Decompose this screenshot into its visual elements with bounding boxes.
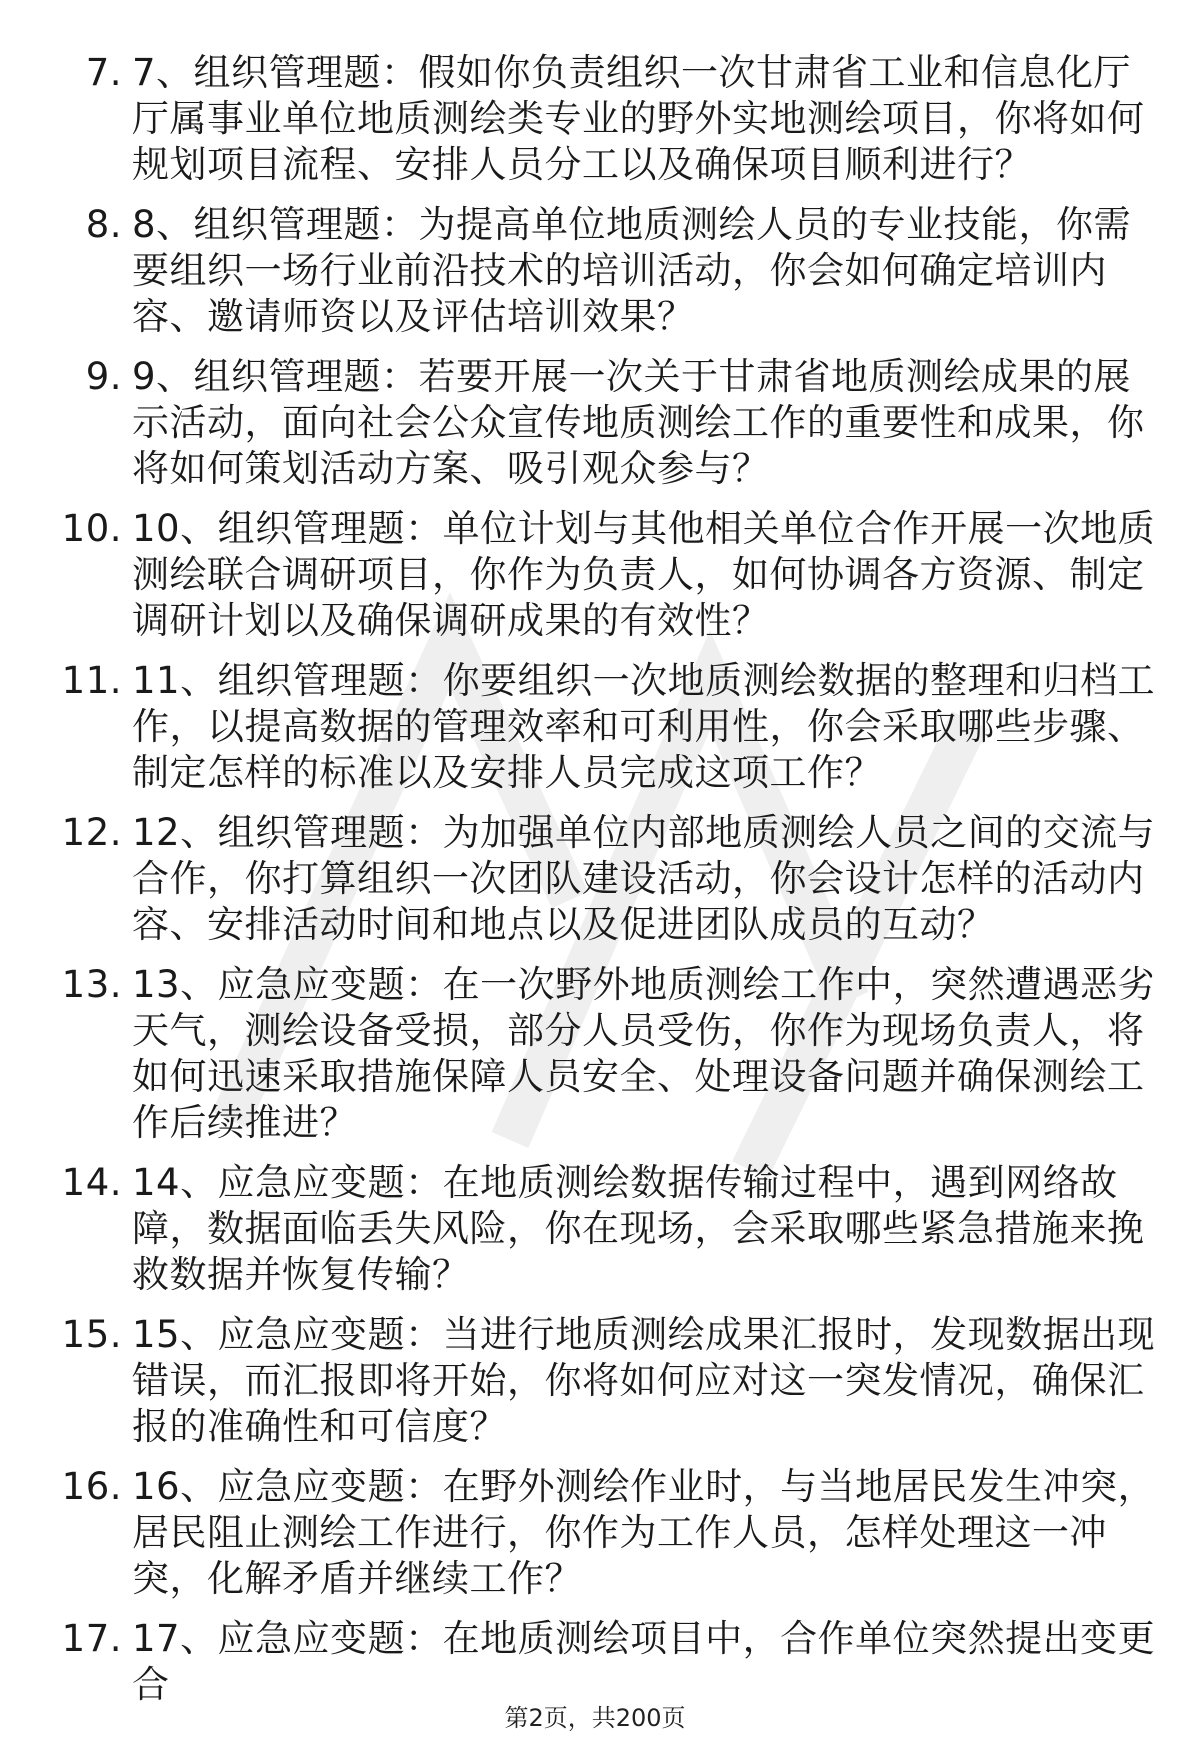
question-number: 9. xyxy=(85,355,122,398)
list-item xyxy=(60,50,1160,188)
list-item xyxy=(60,1616,1160,1708)
question-text: 7、组织管理题：假如你负责组织一次甘肃省工业和信息化厅厅属事业单位地质测绘类专业的野外实地测绘项目，你将如何规划项目流程、安排人员分工以及确保项目顺利进行？ xyxy=(132,51,1145,186)
list-item xyxy=(60,1160,1160,1298)
question-text: 9、组织管理题：若要开展一次关于甘肃省地质测绘成果的展示活动，面向社会公众宣传地质测绘工作的重要性和成果，你将如何策划活动方案、吸引观众参与？ xyxy=(132,355,1145,490)
question-text: 13、应急应变题：在一次野外地质测绘工作中，突然遭遇恶劣天气，测绘设备受损，部分人员受伤，你作为现场负责人，将如何迅速采取措施保障人员安全、处理设备问题并确保测绘工作后续推进？ xyxy=(132,963,1156,1144)
list-item xyxy=(60,1464,1160,1602)
question-number: 10. xyxy=(61,507,122,550)
question-text: 12、组织管理题：为加强单位内部地质测绘人员之间的交流与合作，你打算组织一次团队建设活动，你会设计怎样的活动内容、安排活动时间和地点以及促进团队成员的互动？ xyxy=(132,811,1156,946)
question-number: 12. xyxy=(61,811,122,854)
list-item xyxy=(60,354,1160,492)
question-number: 16. xyxy=(61,1465,122,1508)
question-number: 17. xyxy=(61,1617,122,1660)
list-item xyxy=(60,962,1160,1146)
question-number: 14. xyxy=(61,1161,122,1204)
question-number: 7. xyxy=(85,51,122,94)
question-number: 8. xyxy=(85,203,122,246)
list-item xyxy=(60,1312,1160,1450)
question-text: 17、应急应变题：在地质测绘项目中，合作单位突然提出变更合 xyxy=(132,1617,1156,1706)
list-item xyxy=(60,506,1160,644)
question-list xyxy=(60,50,1160,1722)
question-text: 15、应急应变题：当进行地质测绘成果汇报时，发现数据出现错误，而汇报即将开始，你将如何应对这一突发情况，确保汇报的准确性和可信度？ xyxy=(132,1313,1156,1448)
question-text: 14、应急应变题：在地质测绘数据传输过程中，遇到网络故障，数据面临丢失风险，你在现场，会采取哪些紧急措施来挽救数据并恢复传输？ xyxy=(132,1161,1145,1296)
question-number: 13. xyxy=(61,963,122,1006)
list-item xyxy=(60,658,1160,796)
question-number: 15. xyxy=(61,1313,122,1356)
question-text: 10、组织管理题：单位计划与其他相关单位合作开展一次地质测绘联合调研项目，你作为负责人，如何协调各方资源、制定调研计划以及确保调研成果的有效性？ xyxy=(132,507,1156,642)
list-item xyxy=(60,202,1160,340)
question-number: 11. xyxy=(61,659,122,702)
page-footer: 第2页，共200页 xyxy=(504,1704,686,1732)
question-text: 11、组织管理题：你要组织一次地质测绘数据的整理和归档工作，以提高数据的管理效率和可利用性，你会采取哪些步骤、制定怎样的标准以及安排人员完成这项工作？ xyxy=(132,659,1156,794)
list-item xyxy=(60,810,1160,948)
question-text: 8、组织管理题：为提高单位地质测绘人员的专业技能，你需要组织一场行业前沿技术的培训活动，你会如何确定培训内容、邀请师资以及评估培训效果？ xyxy=(132,203,1132,338)
question-text: 16、应急应变题：在野外测绘作业时，与当地居民发生冲突，居民阻止测绘工作进行，你作为工作人员，怎样处理这一冲突，化解矛盾并继续工作？ xyxy=(132,1465,1156,1600)
